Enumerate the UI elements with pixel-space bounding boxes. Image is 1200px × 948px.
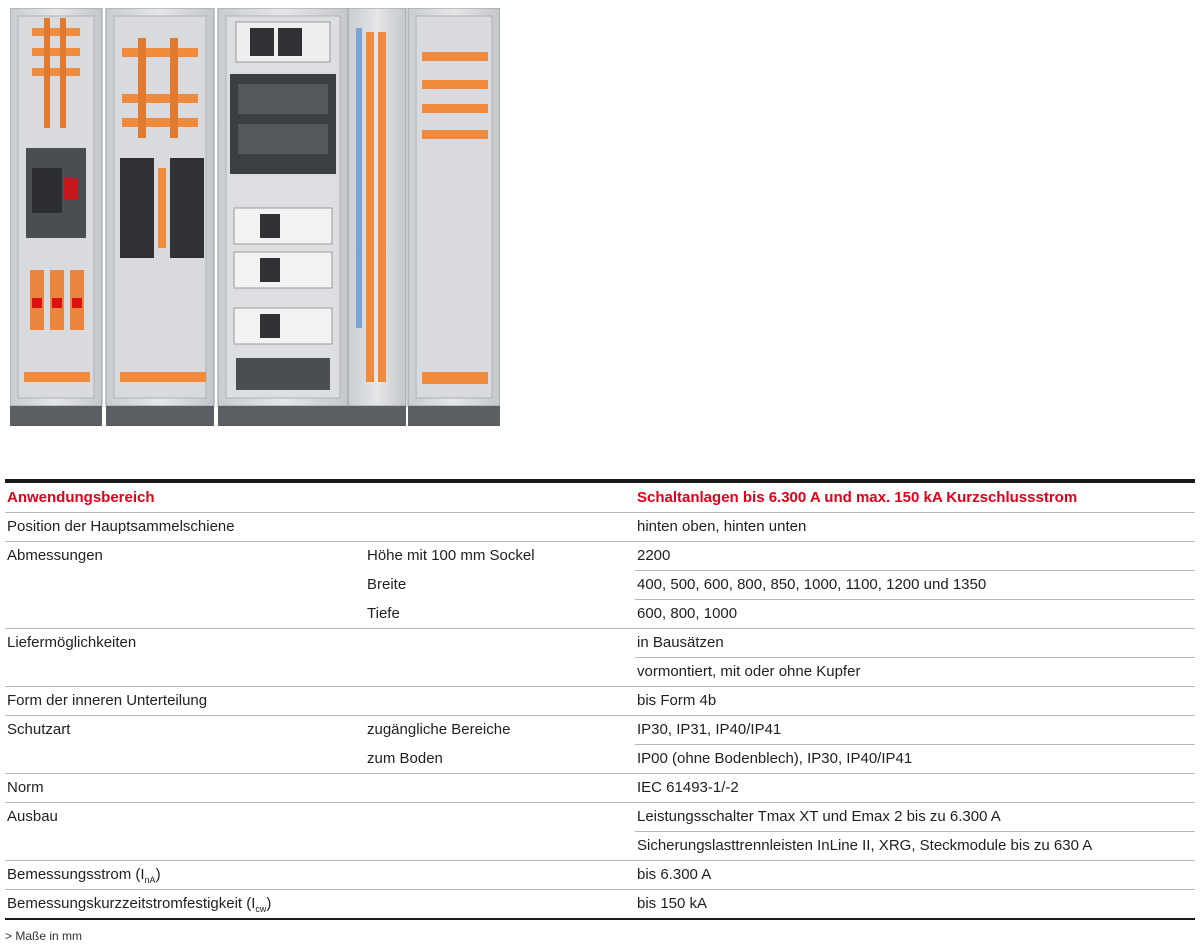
header-label: Anwendungsbereich bbox=[5, 483, 635, 513]
table-row: Sicherungslasttrennleisten InLine II, XRG, Steckmodule bis zu 630 A bbox=[5, 832, 1195, 861]
table-row: Breite 400, 500, 600, 800, 850, 1000, 1100, 1200 und 1350 bbox=[5, 571, 1195, 600]
spec-header-row bbox=[5, 483, 1195, 513]
table-row: Bemessungsstrom $(I_{nA})$ bis 6.300 A bbox=[5, 861, 1195, 890]
table-row: Form der inneren Unterteilung bis Form 4b bbox=[5, 687, 1195, 716]
table-row: Position der Hauptsammelschiene hinten oben, hinten unten bbox=[5, 513, 1195, 542]
switchgear-photo bbox=[10, 8, 500, 426]
table-row: vormontiert, mit oder ohne Kupfer bbox=[5, 658, 1195, 687]
table-row: Tiefe 600, 800, 1000 bbox=[5, 600, 1195, 629]
table-row: Abmessungen Höhe mit 100 mm Sockel 2200 bbox=[5, 542, 1195, 571]
footnote: > Maße in mm bbox=[5, 929, 83, 943]
table-row: Bemessungskurzzeitstromfestigkeit $(I_{cw})$ bis 150 kA bbox=[5, 890, 1195, 920]
table-row: Norm IEC 61493-1/-2 bbox=[5, 774, 1195, 803]
table-row: zum Boden IP00 (ohne Bodenblech), IP30, IP40/IP41 bbox=[5, 745, 1195, 774]
spec-table bbox=[5, 479, 1195, 920]
table-row: Liefermöglichkeiten in Bausätzen bbox=[5, 629, 1195, 658]
table-row: Schutzart zugängliche Bereiche IP30, IP31, IP40/IP41 bbox=[5, 716, 1195, 745]
switchgear-illustration bbox=[10, 8, 500, 426]
table-row: Ausbau Leistungsschalter Tmax XT und Emax 2 bis zu 6.300 A bbox=[5, 803, 1195, 832]
header-value: Schaltanlagen bis 6.300 A und max. 150 kA Kurzschlussstrom bbox=[635, 483, 1195, 513]
